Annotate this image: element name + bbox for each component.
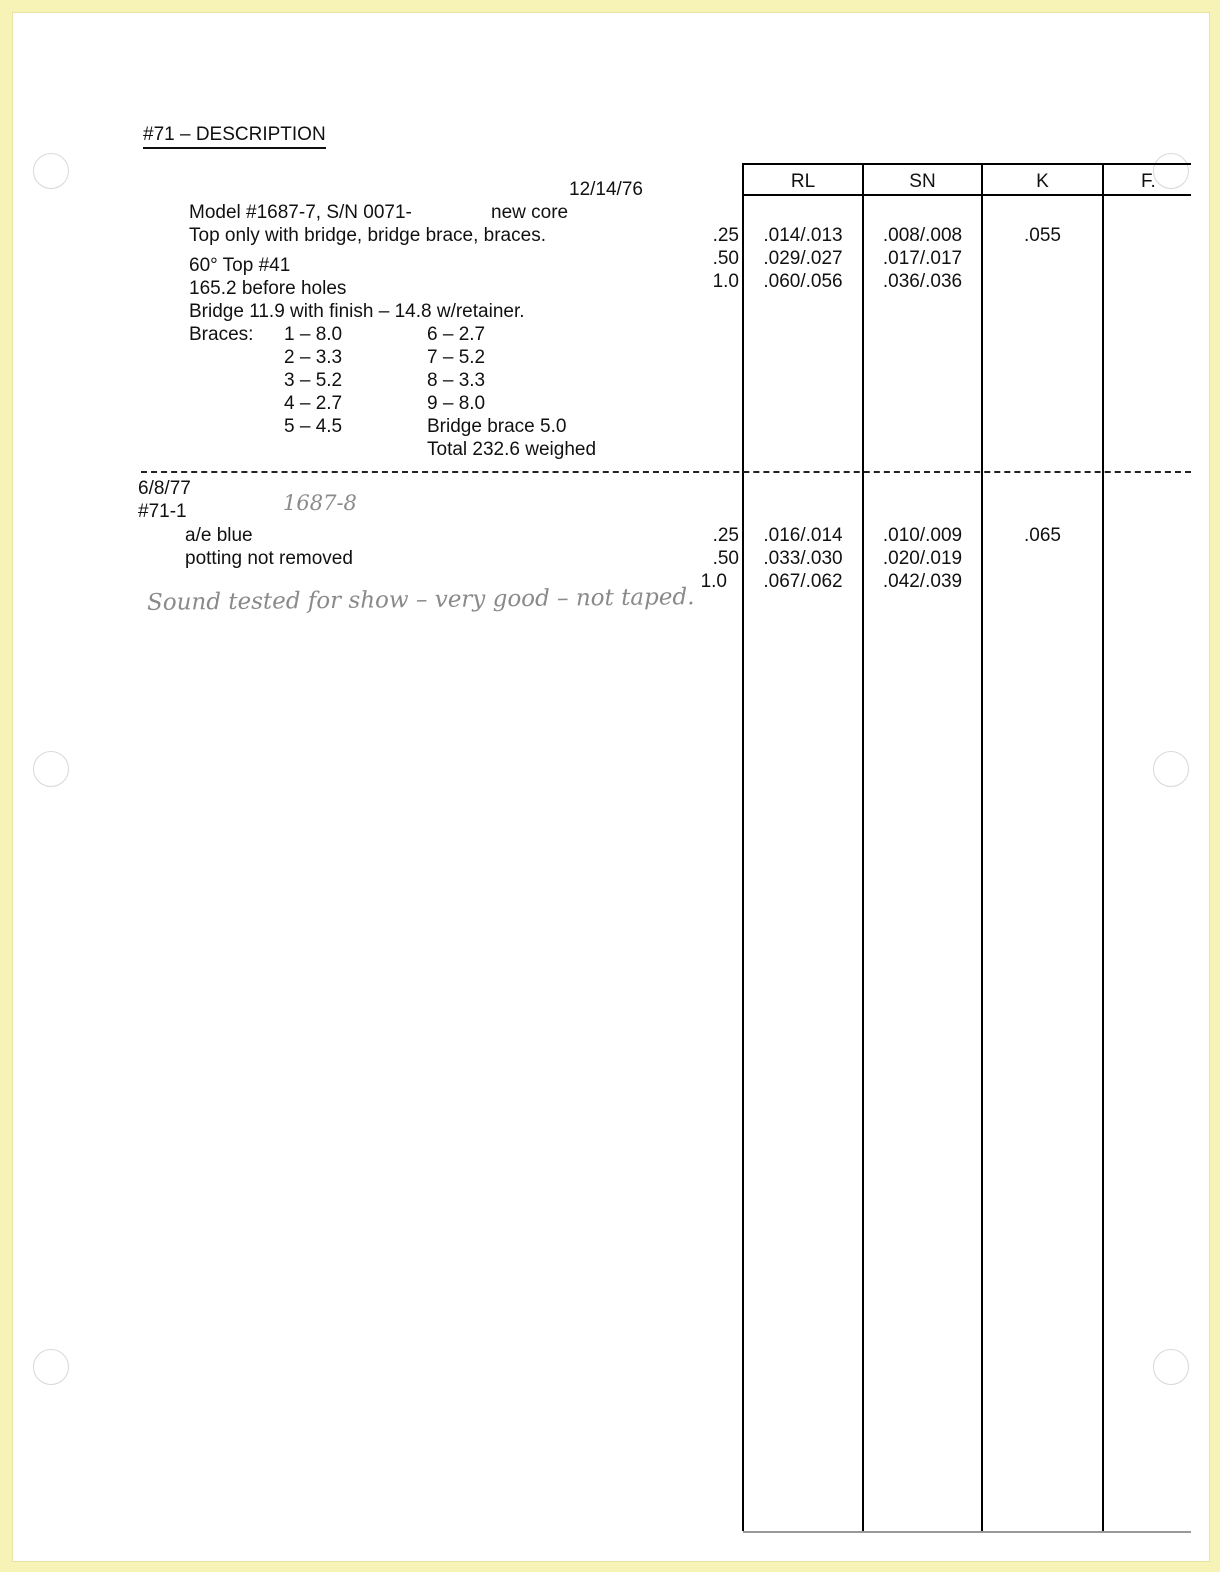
entry1-bridge: Bridge 11.9 with finish – 14.8 w/retainer.	[189, 301, 525, 322]
entry2-id: #71-1	[138, 501, 187, 522]
table-divider	[862, 163, 864, 1531]
table-divider	[981, 163, 983, 1531]
bridge-brace-weight: Bridge brace 5.0	[427, 416, 567, 437]
sn-value: .017/.017	[882, 248, 963, 269]
total-weight: Total 232.6 weighed	[427, 439, 597, 460]
entry1-top: 60° Top #41	[189, 255, 291, 276]
load-value: .25	[712, 225, 739, 246]
load-value: .50	[712, 548, 739, 569]
entry2-date: 6/8/77	[138, 478, 191, 499]
column-header-k: K	[1036, 171, 1049, 192]
entry1-core: new core	[491, 202, 569, 223]
entry-separator	[141, 471, 1191, 473]
load-value: 1.0	[700, 571, 727, 592]
document-page	[12, 12, 1210, 1562]
entry2-finish: a/e blue	[185, 525, 253, 546]
entry2-potting: potting not removed	[185, 548, 353, 569]
handwritten-note: Sound tested for show – very good – not taped.	[146, 584, 695, 616]
rl-value: .067/.062	[763, 571, 843, 592]
rl-value: .060/.056	[763, 271, 843, 292]
k-value: .055	[1024, 225, 1061, 246]
binder-hole	[1153, 153, 1189, 189]
column-header-sn: SN	[909, 171, 936, 192]
rl-value: .029/.027	[763, 248, 843, 269]
load-value: .25	[712, 525, 739, 546]
entry1-weight: 165.2 before holes	[189, 278, 347, 299]
table-divider	[1102, 163, 1104, 1531]
entry1-model: Model #1687-7, S/N 0071-	[189, 202, 412, 223]
column-header-rl: RL	[790, 171, 816, 192]
handwritten-model: 1687-8	[283, 491, 357, 515]
binder-hole	[33, 1349, 69, 1385]
sn-value: .010/.009	[882, 525, 963, 546]
table-top-border	[743, 163, 1191, 165]
sn-value: .020/.019	[882, 548, 963, 569]
load-value: .50	[712, 248, 739, 269]
sn-value: .036/.036	[882, 271, 963, 292]
entry1-date: 12/14/76	[569, 179, 643, 200]
sn-value: .042/.039	[882, 571, 963, 592]
brace-weight: 9 – 8.0	[427, 393, 486, 414]
rl-value: .016/.014	[763, 525, 843, 546]
brace-weight: 3 – 5.2	[284, 370, 343, 391]
brace-weight: 2 – 3.3	[284, 347, 343, 368]
brace-weight: 1 – 8.0	[284, 324, 343, 345]
brace-weight: 6 – 2.7	[427, 324, 486, 345]
brace-weight: 7 – 5.2	[427, 347, 486, 368]
table-bottom-border	[743, 1531, 1191, 1533]
braces-label: Braces:	[189, 324, 254, 345]
rl-value: .014/.013	[763, 225, 843, 246]
load-value: 1.0	[712, 271, 739, 292]
brace-weight: 8 – 3.3	[427, 370, 486, 391]
brace-weight: 5 – 4.5	[284, 416, 343, 437]
table-header-border	[743, 194, 1191, 196]
rl-value: .033/.030	[763, 548, 843, 569]
entry1-description: Top only with bridge, bridge brace, braces.	[189, 225, 546, 246]
page-title: #71 – DESCRIPTION	[143, 124, 326, 149]
k-value: .065	[1024, 525, 1061, 546]
binder-hole	[1153, 751, 1189, 787]
sn-value: .008/.008	[882, 225, 963, 246]
column-header-f: F.	[1141, 171, 1156, 192]
binder-hole	[33, 153, 69, 189]
binder-hole	[1153, 1349, 1189, 1385]
table-divider	[742, 163, 744, 1531]
binder-hole	[33, 751, 69, 787]
brace-weight: 4 – 2.7	[284, 393, 343, 414]
